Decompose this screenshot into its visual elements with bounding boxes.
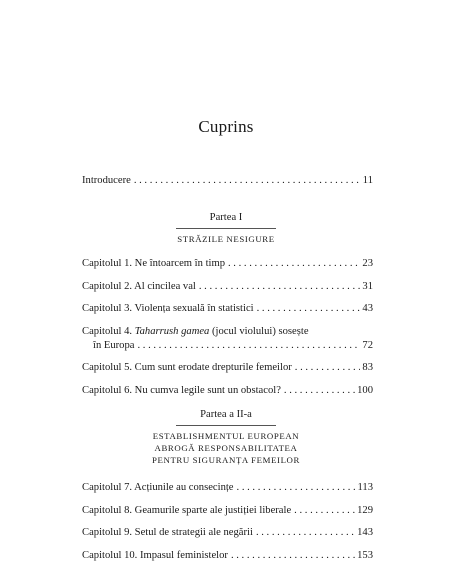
- dot-leader: [228, 549, 355, 563]
- toc-entry-label: Capitolul 7. Acțiunile au consecințe: [82, 482, 234, 493]
- toc-entry-label: Capitolul 5. Cum sunt erodate drepturile femeilor: [82, 362, 292, 374]
- toc-entry-chapter-6[interactable]: [82, 384, 373, 398]
- part-2-heading: Partea a II-a: [200, 409, 252, 420]
- dot-leader: [291, 504, 355, 518]
- dot-leader: [292, 361, 361, 375]
- toc-entry-chapter-8[interactable]: [82, 504, 373, 518]
- toc-entry-chapter-3[interactable]: [82, 302, 373, 316]
- toc-entry-chapter-4[interactable]: [82, 325, 373, 353]
- dot-leader: [234, 481, 356, 495]
- dot-leader: [254, 302, 361, 316]
- part-1-divider: [176, 228, 276, 229]
- toc-entry-label-line-2: în Europa: [93, 339, 135, 351]
- toc-entry-label-line-1: [82, 325, 373, 339]
- toc-entry-page: 43: [362, 303, 373, 315]
- toc-entry-page: 31: [362, 280, 373, 292]
- toc-entry-page: 113: [357, 482, 373, 493]
- dot-leader: [281, 384, 355, 398]
- toc-part-1: [82, 257, 373, 407]
- toc-entry-page: 11: [362, 175, 373, 186]
- toc-entry-chapter-7[interactable]: [82, 481, 373, 495]
- toc-entry-label: Introducere: [82, 175, 131, 186]
- toc-entry-label-prefix: Capitolul 4.: [82, 325, 135, 337]
- toc-entry-chapter-10[interactable]: [82, 549, 373, 563]
- toc-entry-label: Capitolul 6. Nu cumva legile sunt un obstacol?: [82, 384, 281, 396]
- toc-entry-page: 72: [362, 339, 373, 351]
- part-2-divider: [176, 425, 276, 426]
- toc-entry-label: Capitolul 1. Ne întoarcem în timp: [82, 258, 225, 269]
- toc-entry-introducere[interactable]: [82, 174, 373, 188]
- toc-entry-page: 23: [362, 258, 373, 269]
- part-2-subtitle-line-3: PENTRU SIGURANȚA FEMEILOR: [152, 455, 300, 465]
- toc-entry-label: Capitolul 8. Geamurile sparte ale justiției liberale: [82, 504, 292, 516]
- dot-leader: [131, 174, 361, 188]
- part-2-subtitle-line-2: ABROGĂ RESPONSABILITATEA: [154, 443, 298, 453]
- part-2-subtitle-line-1: ESTABLISHMENTUL EUROPEAN: [152, 431, 300, 441]
- toc-entry-label-suffix: (jocul violului) sosește: [209, 325, 309, 337]
- toc-entry-page: 100: [357, 384, 373, 396]
- toc-entry-chapter-2[interactable]: [82, 280, 373, 294]
- toc-entry-page: 83: [362, 362, 373, 374]
- toc-entry-chapter-1[interactable]: [82, 257, 373, 271]
- toc-entry-label: Capitolul 9. Setul de strategii ale negării: [82, 527, 253, 539]
- part-1-subtitle: STRĂZILE NESIGURE: [177, 234, 275, 244]
- toc-entry-label: Capitolul 10. Impasul feministelor: [82, 549, 228, 561]
- dot-leader: [196, 280, 361, 294]
- part-1-heading: Partea I: [209, 212, 243, 223]
- dot-leader: [134, 339, 360, 353]
- toc-entry-page: 129: [357, 504, 373, 516]
- dot-leader: [253, 526, 355, 540]
- toc-entry-page: 143: [357, 527, 373, 539]
- toc-entry-chapter-5[interactable]: [82, 361, 373, 375]
- toc-entry-chapter-9[interactable]: [82, 526, 373, 540]
- dot-leader: [225, 257, 360, 271]
- toc-part-2: [82, 481, 373, 571]
- page-title: Cuprins: [198, 117, 254, 136]
- toc-entry-label: Capitolul 3. Violența sexuală în statistici: [82, 303, 254, 315]
- toc-entry-label-italic: Taharrush gamea: [134, 325, 210, 337]
- toc-entry-label: Capitolul 2. Al cincilea val: [82, 280, 196, 292]
- toc-intro: [82, 174, 373, 197]
- toc-entry-page: 153: [357, 549, 373, 561]
